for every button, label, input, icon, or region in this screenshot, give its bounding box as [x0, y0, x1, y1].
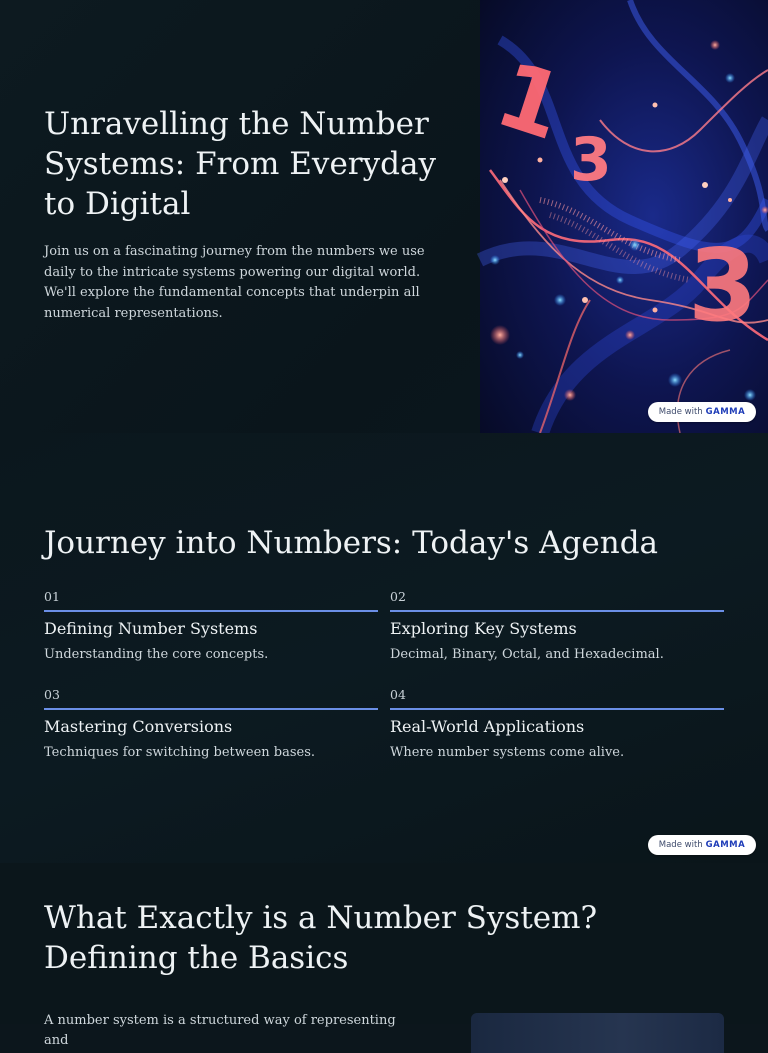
agenda-heading: Defining Number Systems	[44, 619, 258, 638]
agenda-number: 04	[390, 687, 406, 702]
badge-prefix: Made with	[658, 840, 703, 850]
agenda-number: 02	[390, 589, 406, 604]
agenda-divider	[390, 708, 724, 710]
agenda-item-4	[390, 687, 724, 762]
definition-image	[471, 1013, 724, 1053]
agenda-heading: Mastering Conversions	[44, 717, 233, 736]
hero-description: Join us on a fascinating journey from the numbers we use daily to the intricate systems powering our digital world. We'll explore the fundamental concepts that underpin all numerical representations.	[44, 244, 425, 321]
agenda-description: Understanding the core concepts.	[44, 647, 269, 662]
slide-definition	[0, 863, 768, 1048]
agenda-description: Decimal, Binary, Octal, and Hexadecimal.	[390, 647, 664, 662]
agenda-number: 03	[44, 687, 60, 702]
agenda-number: 01	[44, 589, 60, 604]
agenda-description: Techniques for switching between bases.	[44, 745, 316, 760]
slide-agenda	[0, 433, 768, 863]
definition-title: What Exactly is a Number System? Defining the Basics	[44, 900, 598, 976]
art-digit-three-large: 3	[688, 227, 758, 344]
agenda-item-3	[44, 687, 378, 762]
agenda-title: Journey into Numbers: Today's Agenda	[44, 525, 659, 561]
hero-title: Unravelling the Number Systems: From Everyday to Digital	[44, 106, 436, 222]
agenda-item-2	[390, 589, 724, 664]
badge-prefix: Made with	[658, 407, 703, 417]
gamma-logo-icon: GAMMA	[705, 407, 746, 417]
agenda-divider	[44, 708, 378, 710]
made-with-gamma-badge[interactable]	[648, 402, 756, 422]
made-with-gamma-badge[interactable]	[648, 835, 756, 855]
definition-body: A number system is a structured way of representing and	[44, 1013, 396, 1048]
agenda-heading: Exploring Key Systems	[390, 619, 577, 638]
agenda-item-1	[44, 589, 378, 664]
glowing-number-waves-image	[480, 0, 768, 433]
slide-hero	[0, 0, 768, 433]
agenda-heading: Real-World Applications	[390, 717, 585, 736]
gamma-logo-icon: GAMMA	[705, 840, 746, 850]
art-digit-one: 1	[484, 41, 577, 162]
agenda-divider	[44, 610, 378, 612]
agenda-description: Where number systems come alive.	[390, 745, 625, 760]
agenda-divider	[390, 610, 724, 612]
art-digit-three-small: 3	[570, 125, 612, 195]
